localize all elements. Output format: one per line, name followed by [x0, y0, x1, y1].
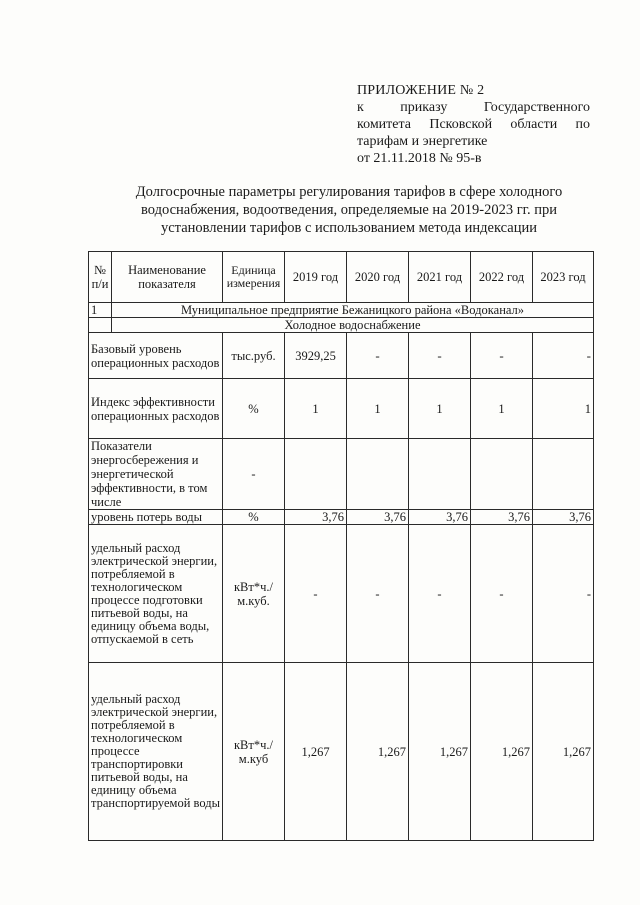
row-value-2020: 1 [347, 379, 409, 439]
row-name: Базовый уровень операционных расходов [89, 333, 223, 379]
row-value-2020 [347, 439, 409, 510]
heading-line: Долгосрочные параметры регулирования тарифов в сфере холодного [135, 184, 563, 200]
header-num: № п/и [89, 252, 112, 303]
row-value-2020: - [347, 333, 409, 379]
header-2023: 2023 год [533, 252, 594, 303]
table-row [89, 510, 594, 525]
row-name: удельный расход электрической энергии, потребляемой в технологическом процессе подготовки питьевой воды, на единицу объема воды, отпускаемой в сеть [89, 525, 223, 663]
row-name: уровень потерь воды [89, 510, 223, 525]
table-row [89, 663, 594, 841]
annex-block [357, 82, 590, 167]
row-unit: - [223, 439, 285, 510]
table-row [89, 379, 594, 439]
header-2022: 2022 год [471, 252, 533, 303]
row-value-2022: - [471, 333, 533, 379]
header-name: Наименование показателя [112, 252, 223, 303]
row-value-2019 [285, 439, 347, 510]
row-value-2022: 1,267 [471, 663, 533, 841]
document-heading [108, 183, 590, 237]
row-value-2023: 1,267 [533, 663, 594, 841]
row-unit: тыс.руб. [223, 333, 285, 379]
row-value-2023: 3,76 [533, 510, 594, 525]
row-value-2022: 3,76 [471, 510, 533, 525]
header-2020: 2020 год [347, 252, 409, 303]
row-value-2019: 1 [285, 379, 347, 439]
row-name: Индекс эффективности операционных расходов [89, 379, 223, 439]
row-unit: кВт*ч./м.куб. [223, 525, 285, 663]
row-value-2023 [533, 439, 594, 510]
row-value-2021: 1,267 [409, 663, 471, 841]
row-value-2021 [409, 439, 471, 510]
section-num-cell [89, 318, 112, 333]
header-2019: 2019 год [285, 252, 347, 303]
header-2021: 2021 год [409, 252, 471, 303]
row-value-2019: 1,267 [285, 663, 347, 841]
parameters-table [88, 251, 594, 841]
row-value-2022: 1 [471, 379, 533, 439]
row-value-2021: 3,76 [409, 510, 471, 525]
table-row [89, 439, 594, 510]
header-unit: Единица измерения [223, 252, 285, 303]
annex-date: от 21.11.2018 № 95-в [357, 151, 482, 166]
row-name: удельный расход электрической энергии, потребляемой в технологическом процессе транспортировки питьевой воды, на единицу объема транспортируемой воды [89, 663, 223, 841]
table-row [89, 525, 594, 663]
row-value-2021: 1 [409, 379, 471, 439]
row-value-2022 [471, 439, 533, 510]
row-value-2020: 3,76 [347, 510, 409, 525]
section-title: Холодное водоснабжение [112, 318, 594, 333]
annex-line: к приказу Государственного [357, 100, 590, 115]
row-value-2019: - [285, 525, 347, 663]
heading-line: водоснабжения, водоотведения, определяемые на 2019-2023 гг. при [141, 202, 557, 218]
heading-line: установлении тарифов с использованием метода индексации [161, 220, 537, 236]
table-row-section [89, 318, 594, 333]
row-unit: % [223, 379, 285, 439]
table-header-row [89, 252, 594, 303]
row-value-2020: 1,267 [347, 663, 409, 841]
row-unit: кВт*ч./м.куб [223, 663, 285, 841]
row-value-2020: - [347, 525, 409, 663]
row-name: Показатели энергосбережения и энергетической эффективности, в том числе [89, 439, 223, 510]
row-value-2019: 3,76 [285, 510, 347, 525]
row-value-2023: - [533, 333, 594, 379]
row-value-2023: 1 [533, 379, 594, 439]
table-row-org [89, 303, 594, 318]
org-name: Муниципальное предприятие Бежаницкого района «Водоканал» [112, 303, 594, 318]
row-value-2021: - [409, 525, 471, 663]
org-num: 1 [89, 303, 112, 318]
row-value-2023: - [533, 525, 594, 663]
annex-line: комитета Псковской области по [357, 117, 590, 132]
table-row [89, 333, 594, 379]
row-value-2019: 3929,25 [285, 333, 347, 379]
row-value-2022: - [471, 525, 533, 663]
annex-title: ПРИЛОЖЕНИЕ № 2 [357, 83, 485, 98]
row-unit: % [223, 510, 285, 525]
row-value-2021: - [409, 333, 471, 379]
annex-line: тарифам и энергетике [357, 134, 488, 149]
